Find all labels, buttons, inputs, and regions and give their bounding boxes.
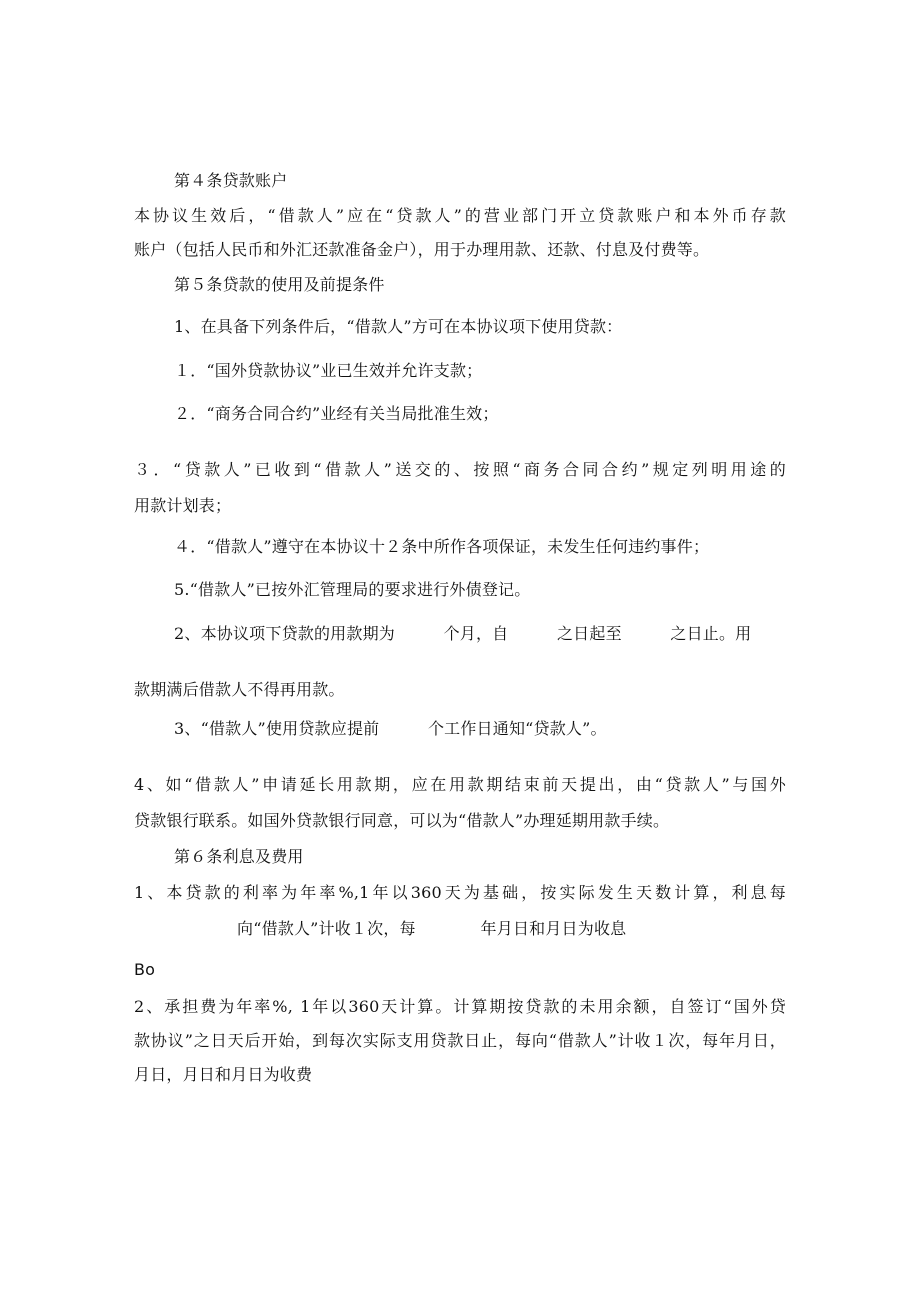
paragraph-line: 4、如“借款人”申请延长用款期，应在用款期结束前天提出，由“贷款人”与国外 — [134, 775, 786, 794]
paragraph-line: 本协议生效后，“借款人”应在“贷款人”的营业部门开立贷款账户和本外币存款 — [134, 206, 786, 225]
paragraph-line: 款协议”之日天后开始，到每次实际支用贷款日止，每向“借款人”计收１次，每年月日， — [134, 1031, 786, 1050]
list-item: 5.“借款人”已按外汇管理局的要求进行外债登记。 — [174, 580, 531, 599]
section-6-heading: 第６条利息及费用 — [174, 847, 304, 866]
paragraph-line: 账户（包括人民币和外汇还款准备金户），用于办理用款、还款、付息及付费等。 — [134, 240, 710, 259]
list-item: ４．“借款人”遵守在本协议十２条中所作各项保证，未发生任何违约事件； — [174, 537, 710, 556]
paragraph-line: 1、在具备下列条件后，“借款人”方可在本协议项下使用贷款： — [174, 317, 623, 336]
stray-text: Bo — [134, 960, 156, 979]
paragraph-line: 向“借款人”计收１次，每 年月日和月日为收息 — [237, 919, 627, 938]
paragraph-line: 贷款银行联系。如国外贷款银行同意，可以为“借款人”办理延期用款手续。 — [134, 811, 670, 830]
paragraph-line: 2、承担费为年率%, 1年以360天计算。计算期按贷款的未用余额，自签订“国外贷 — [134, 997, 786, 1016]
section-5-heading: 第５条贷款的使用及前提条件 — [174, 275, 385, 294]
paragraph-line: 用款计划表； — [134, 496, 232, 515]
list-item: ３．“贷款人”已收到“借款人”送交的、按照“商务合同合约”规定列明用途的 — [134, 460, 786, 479]
paragraph-line: 1、本贷款的利率为年率%,1年以360天为基础，按实际发生天数计算，利息每 — [134, 883, 786, 902]
section-4-heading: 第４条贷款账户 — [174, 171, 288, 190]
paragraph-line: 3、“借款人”使用贷款应提前 个工作日通知“贷款人”。 — [174, 719, 607, 738]
paragraph-line: 2、本协议项下贷款的用款期为 个月，自 之日起至 之日止。用 — [174, 624, 752, 643]
paragraph-line: 款期满后借款人不得再用款。 — [134, 680, 345, 699]
paragraph-line: 月日，月日和月日为收费 — [134, 1065, 313, 1084]
list-item: ２．“商务合同合约”业经有关当局批准生效； — [174, 404, 499, 423]
list-item: １．“国外贷款协议”业已生效并允许支款； — [174, 361, 483, 380]
